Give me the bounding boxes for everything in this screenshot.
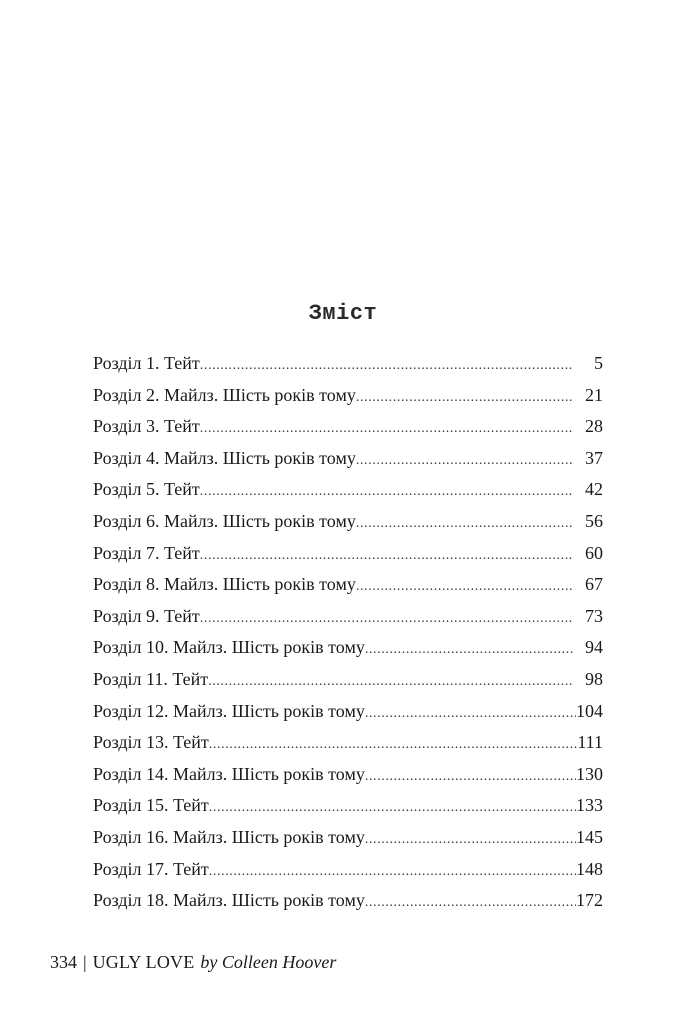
toc-entry-page: 148 — [576, 858, 603, 879]
dot-leader — [365, 634, 573, 666]
toc-entry-page: 21 — [585, 384, 603, 405]
toc-entry — [93, 601, 603, 633]
toc-entry-page: 130 — [576, 763, 603, 784]
toc-entry-title: Розділ 8. Майлз. Шість років тому — [93, 574, 356, 595]
toc-entry-page: 104 — [576, 700, 603, 721]
toc-entry-page: 28 — [585, 416, 603, 437]
dot-leader — [356, 571, 573, 603]
dot-leader — [365, 887, 576, 919]
toc-entry-page: 56 — [585, 510, 603, 531]
toc-entry — [93, 474, 603, 506]
toc-entry-title: Розділ 12. Майлз. Шість років тому — [93, 700, 365, 721]
toc-entry-title: Розділ 6. Майлз. Шість років тому — [93, 510, 356, 531]
toc-entry-title: Розділ 16. Майлз. Шість років тому — [93, 826, 365, 847]
footer-separator: | — [83, 952, 87, 972]
toc-entry-page: 60 — [585, 542, 603, 563]
toc-entry — [93, 538, 603, 570]
toc-entry-page: 94 — [585, 637, 603, 658]
toc-entry — [93, 727, 603, 759]
toc-entry — [93, 790, 603, 822]
toc-entry — [93, 380, 603, 412]
toc-entry-page: 5 — [594, 353, 603, 373]
toc-entry-title: Розділ 14. Майлз. Шість років тому — [93, 763, 365, 784]
toc-entry-page: 172 — [576, 890, 603, 911]
toc-entry-page: 37 — [585, 447, 603, 468]
toc-entry-title: Розділ 15. Тейт — [93, 795, 209, 816]
dot-leader — [365, 824, 576, 856]
dot-leader — [209, 729, 578, 761]
toc-entry — [93, 348, 603, 380]
toc-entry-title: Розділ 2. Майлз. Шість років тому — [93, 384, 356, 405]
dot-leader — [356, 445, 573, 477]
toc-entry-title: Розділ 10. Майлз. Шість років тому — [93, 637, 365, 658]
toc-entry — [93, 885, 603, 917]
toc-entry — [93, 696, 603, 728]
dot-leader — [365, 761, 576, 793]
toc-entry — [93, 506, 603, 538]
page-title: Зміст — [308, 300, 378, 326]
toc-entry — [93, 632, 603, 664]
toc-entry-title: Розділ 13. Тейт — [93, 732, 209, 753]
toc-entry-title: Розділ 18. Майлз. Шість років тому — [93, 890, 365, 911]
dot-leader — [200, 540, 573, 572]
dot-leader — [365, 698, 576, 730]
toc-entry-title: Розділ 3. Тейт — [93, 416, 200, 437]
dot-leader — [356, 382, 573, 414]
dot-leader — [356, 508, 573, 540]
dot-leader — [200, 350, 573, 382]
toc-entry — [93, 822, 603, 854]
toc-entry — [93, 854, 603, 886]
toc-entry-page: 98 — [585, 668, 603, 689]
table-of-contents — [93, 348, 603, 917]
toc-entry — [93, 664, 603, 696]
running-footer — [50, 952, 336, 973]
toc-entry — [93, 411, 603, 443]
toc-entry-page: 111 — [577, 732, 603, 753]
toc-entry — [93, 443, 603, 475]
toc-entry-title: Розділ 5. Тейт — [93, 479, 200, 500]
toc-entry-title: Розділ 17. Тейт — [93, 858, 209, 879]
footer-book-title: UGLY LOVE — [92, 952, 195, 972]
dot-leader — [200, 603, 573, 635]
toc-entry-page: 73 — [585, 605, 603, 626]
dot-leader — [209, 856, 576, 888]
toc-entry — [93, 759, 603, 791]
footer-author: by Colleen Hoover — [200, 952, 337, 972]
dot-leader — [200, 476, 573, 508]
dot-leader — [200, 413, 573, 445]
footer-page-number: 334 — [50, 952, 77, 972]
dot-leader — [208, 666, 573, 698]
toc-entry-title: Розділ 11. Тейт — [93, 668, 209, 689]
toc-entry-page: 67 — [585, 574, 603, 595]
toc-entry-title: Розділ 1. Тейт — [93, 353, 200, 373]
toc-entry-page: 145 — [576, 826, 603, 847]
toc-entry-title: Розділ 4. Майлз. Шість років тому — [93, 447, 356, 468]
toc-entry-page: 42 — [585, 479, 603, 500]
toc-entry-title: Розділ 9. Тейт — [93, 605, 200, 626]
toc-entry-title: Розділ 7. Тейт — [93, 542, 200, 563]
toc-entry-page: 133 — [576, 795, 603, 816]
dot-leader — [209, 792, 576, 824]
toc-entry — [93, 569, 603, 601]
